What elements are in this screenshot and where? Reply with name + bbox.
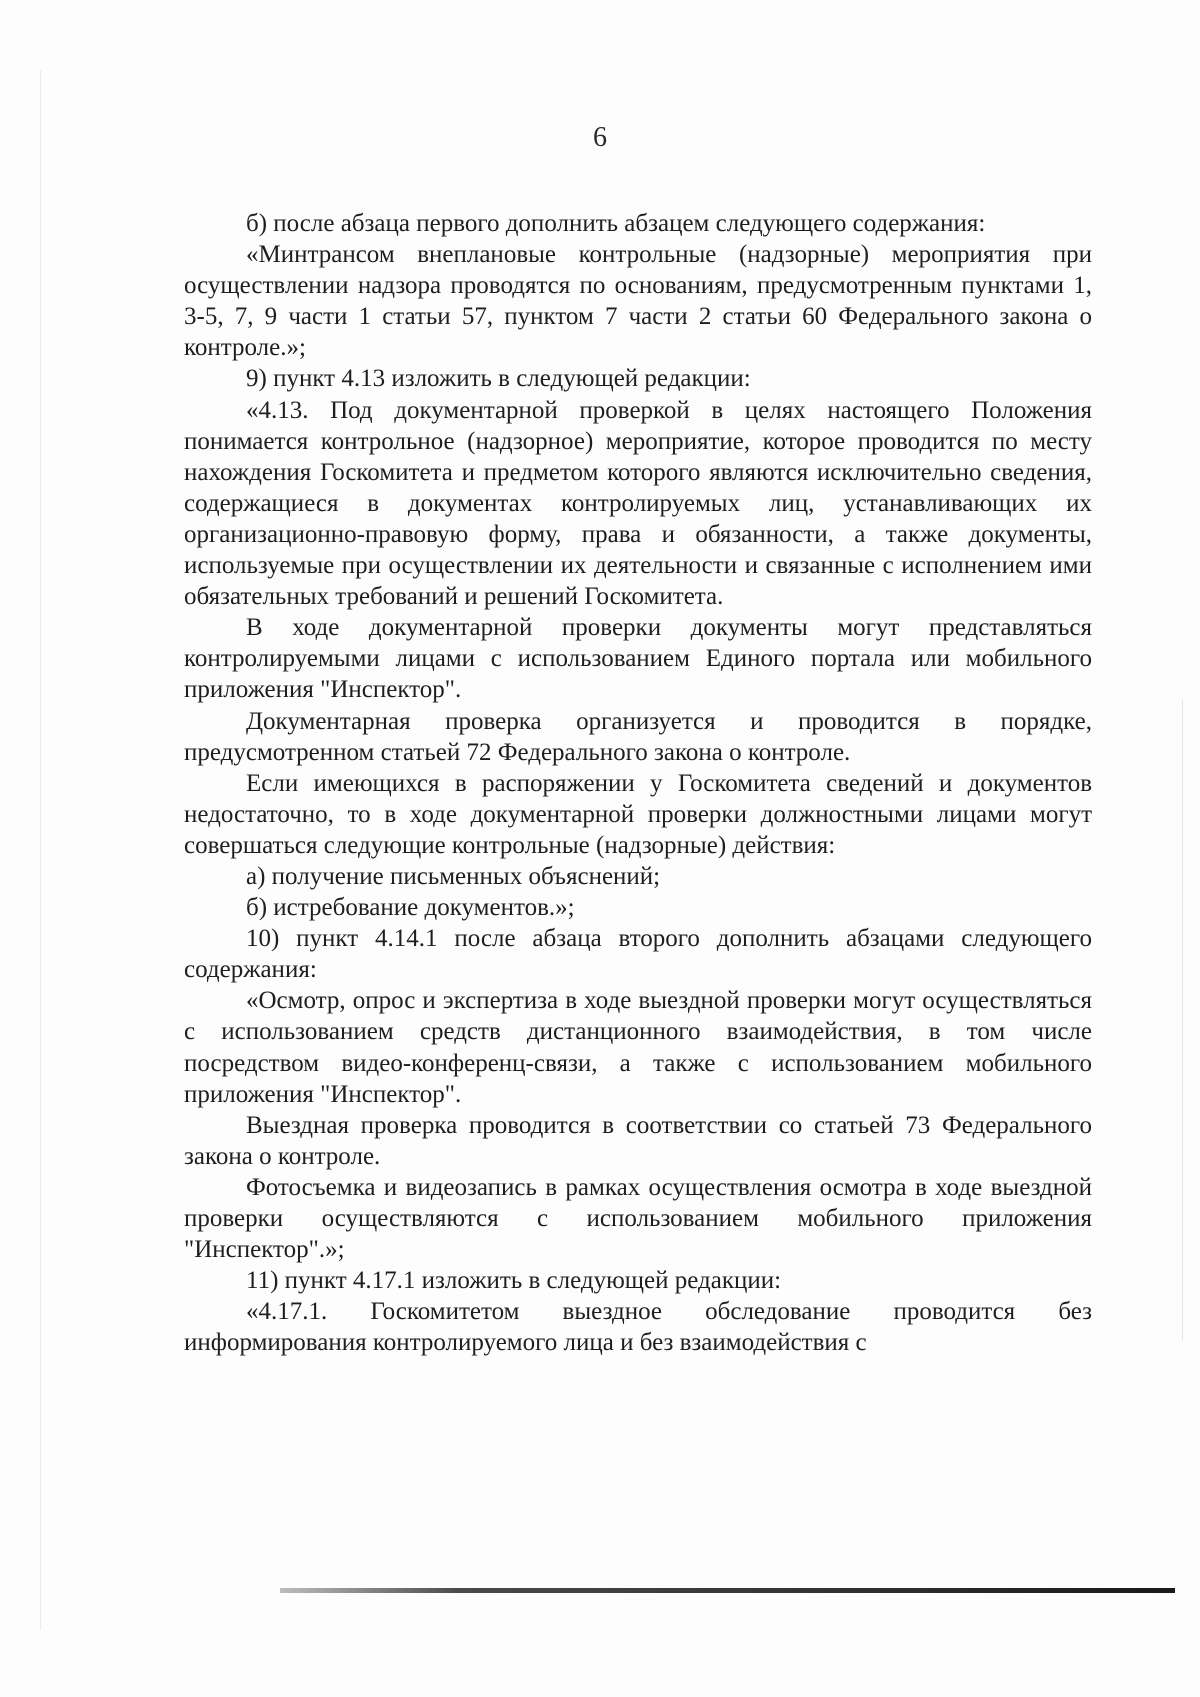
paragraph-4-13: «4.13. Под документарной проверкой в целях настоящего Положения понимается контрольное (надзорное) мероприятие, которое проводится по месту нахождения Госкомитета и предметом которого являются исключительно сведения, содержащиеся в документах контролируемых лиц, устанавливающих их организационно-правовую форму, права и обязанности, а также документы, используемые при осуществлении их деятельности и связанные с исполнением ими обязательных требований и решений Госкомитета. bbox=[184, 396, 1092, 611]
paragraph-photo-video: Фотосъемка и видеозапись в рамках осуществления осмотра в ходе выездной проверки осуществляются с использованием мобильного приложения "Инспектор".»; bbox=[184, 1173, 1092, 1264]
paragraph-4-17-1: «4.17.1. Госкомитетом выездное обследование проводится без информирования контролируемого лица и без взаимодействия с bbox=[184, 1298, 1092, 1357]
paragraph-item-9: 9) пункт 4.13 изложить в следующей редакции: bbox=[246, 365, 751, 393]
scan-edge-left bbox=[40, 70, 41, 1630]
paragraph-b-after-first: б) после абзаца первого дополнить абзацем следующего содержания: bbox=[246, 210, 986, 237]
paragraph-inspection-remote: «Осмотр, опрос и экспертиза в ходе выездной проверки могут осуществляться с использованием средств дистанционного взаимодействия, в том числе посредством видео-конференц-связи, а также с использованием мобильного приложения "Инспектор". bbox=[184, 987, 1092, 1108]
document-body bbox=[184, 208, 1092, 1358]
paragraph-mintrans-inspections: «Минтрансом внеплановые контрольные (надзорные) мероприятия при осуществлении надзора проводятся по основаниям, предусмотренным пунктами 1, 3-5, 7, 9 части 1 статьи 57, пунктом 7 части 2 статьи 60 Федерального закона о контроле.»; bbox=[184, 241, 1092, 362]
page-number: 6 bbox=[593, 122, 607, 153]
scan-bottom-line bbox=[280, 1588, 1175, 1593]
paragraph-documents-submission: В ходе документарной проверки документы могут представляться контролируемыми лицами с использованием Единого портала или мобильного приложения "Инспектор". bbox=[184, 614, 1092, 704]
paragraph-insufficient-info: Если имеющихся в распоряжении у Госкомитета сведений и документов недостаточно, то в ходе документарной проверки должностными лицами могут совершаться следующие контрольные (надзорные) действия: bbox=[184, 769, 1092, 859]
paragraph-documentary-procedure: Документарная проверка организуется и проводится в порядке, предусмотренном статьей 72 Федерального закона о контроле. bbox=[184, 707, 1092, 766]
list-item-a: а) получение письменных объяснений; bbox=[246, 862, 661, 890]
scan-edge-right bbox=[1182, 700, 1183, 1340]
paragraph-item-10: 10) пункт 4.14.1 после абзаца второго дополнить абзацами следующего содержания: bbox=[184, 925, 1092, 984]
paragraph-item-11: 11) пункт 4.17.1 изложить в следующей редакции: bbox=[246, 1267, 782, 1295]
list-item-b: б) истребование документов.»; bbox=[246, 894, 575, 922]
paragraph-field-inspection: Выездная проверка проводится в соответствии со статьей 73 Федерального закона о контроле. bbox=[184, 1111, 1092, 1170]
